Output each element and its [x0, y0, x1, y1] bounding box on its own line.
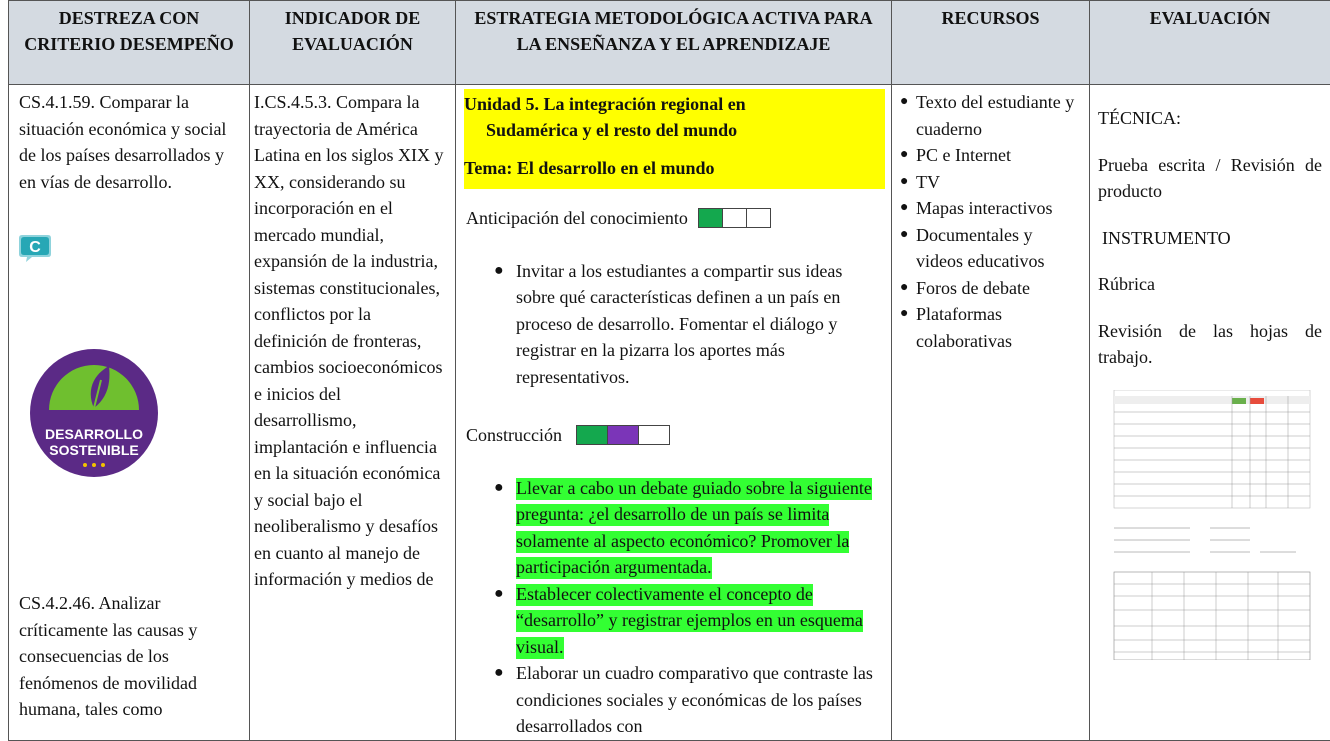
instrumento-value-2: Revisión de las hojas de trabajo.	[1098, 318, 1322, 371]
bullet-icon: ●	[494, 475, 504, 502]
list-item: ● Invitar a los estudiantes a compartir sus ideas sobre qué características definen a un país en proceso de desarrollo. Fomentar el diálogo y registrar en la pizarra los aportes más representativos.	[456, 258, 891, 391]
tecnica-value: Prueba escrita / Revisión de producto	[1098, 152, 1322, 205]
header-row	[9, 1, 1330, 85]
bullet-icon: ●	[900, 222, 908, 249]
anticipacion-progress-bar	[698, 208, 771, 228]
bullet-icon: ●	[494, 660, 504, 687]
header-evaluacion: EVALUACIÓN	[1090, 1, 1330, 85]
bullet-icon: ●	[900, 301, 908, 328]
recursos-list	[892, 85, 1089, 354]
unit-line-2: Sudamérica y el resto del mundo	[464, 117, 879, 143]
destreza-item-2: CS.4.2.46. Analizar críticamente las causas y consecuencias de los fenómenos de movilidad humana, tales como	[19, 590, 229, 723]
recurso-item: ● Documentales y videos educativos	[900, 222, 1083, 275]
destreza-cell	[9, 85, 250, 741]
bullet-icon: ●	[494, 258, 504, 285]
anticipacion-stage	[466, 205, 891, 232]
tema-heading: Tema: El desarrollo en el mundo	[464, 155, 879, 181]
destreza-item-1: CS.4.1.59. Comparar la situación económica y social de los países desarrollados y en vías de desarrollo.	[9, 85, 249, 195]
worksheet-thumbnail-image	[1100, 390, 1318, 660]
list-item: ● Elaborar un cuadro comparativo que contraste las condiciones sociales y económicas de los países desarrollados con	[456, 660, 891, 740]
recurso-item: ● Plataformas colaborativas	[900, 301, 1083, 354]
bullet-icon: ●	[900, 169, 908, 196]
instrumento-value-1: Rúbrica	[1098, 271, 1322, 298]
construccion-stage	[466, 422, 891, 449]
construccion-list	[456, 475, 891, 740]
bar-segment-filled	[577, 426, 608, 444]
anticipacion-label: Anticipación del conocimiento	[466, 205, 688, 232]
bar-segment-filled	[699, 209, 723, 227]
instrumento-label: INSTRUMENTO	[1098, 225, 1322, 252]
badge-line-2: SOSTENIBLE	[49, 442, 138, 458]
bullet-icon: ●	[494, 581, 504, 608]
recursos-cell	[892, 85, 1090, 741]
bullet-icon: ●	[900, 142, 908, 169]
estrategia-cell	[456, 85, 892, 741]
badge-line-1: DESARROLLO	[45, 426, 143, 442]
recurso-item: ● Texto del estudiante y cuaderno	[900, 89, 1083, 142]
bullet-icon: ●	[900, 89, 908, 116]
bar-segment-empty	[747, 209, 770, 227]
recurso-item: ● PC e Internet	[900, 142, 1083, 169]
evaluacion-cell	[1090, 85, 1330, 741]
anticipacion-list	[456, 258, 891, 391]
desarrollo-sostenible-badge	[29, 348, 159, 478]
header-destreza: DESTREZA CON CRITERIO DESEMPEÑO	[9, 1, 250, 85]
construccion-progress-bar	[576, 425, 670, 445]
bar-segment-empty	[639, 426, 669, 444]
construccion-label: Construcción	[466, 422, 562, 449]
header-indicador: INDICADOR DE EVALUACIÓN	[250, 1, 456, 85]
list-item: ● Llevar a cabo un debate guiado sobre la siguiente pregunta: ¿el desarrollo de un país se limita solamente al aspecto económico? Promover la participación argumentada.	[456, 475, 891, 581]
header-recursos: RECURSOS	[892, 1, 1090, 85]
c-chat-logo-icon	[18, 233, 52, 263]
list-item: ● Establecer colectivamente el concepto de “desarrollo” y registrar ejemplos en un esquema visual.	[456, 581, 891, 661]
recurso-item: ● Foros de debate	[900, 275, 1083, 302]
bar-segment-filled	[608, 426, 639, 444]
bullet-icon: ●	[900, 275, 908, 302]
bullet-icon: ●	[900, 195, 908, 222]
indicador-text: I.CS.4.5.3. Compara la trayectoria de América Latina en los siglos XIX y XX, considerando su incorporación en el mercado mundial, expansión de la industria, sistemas constitucionales, conflictos por la definición de fronteras, cambios socioeconómicos e inicios del desarrollismo, implantación e influencia en la situación económica y social bajo el neoliberalismo y desafíos en cuanto al manejo de información y medios de	[250, 85, 455, 593]
bar-segment-empty	[723, 209, 747, 227]
unit-line-1: Unidad 5. La integración regional en	[464, 94, 746, 114]
tecnica-label: TÉCNICA:	[1098, 105, 1322, 132]
indicador-cell	[250, 85, 456, 741]
recurso-item: ● Mapas interactivos	[900, 195, 1083, 222]
svg-text:C: C	[29, 239, 41, 256]
recurso-item: ● TV	[900, 169, 1083, 196]
header-estrategia: ESTRATEGIA METODOLÓGICA ACTIVA PARA LA ENSEÑANZA Y EL APRENDIZAJE	[456, 1, 892, 85]
unit-heading	[464, 89, 885, 189]
content-row	[9, 85, 1330, 741]
planning-table	[8, 0, 1330, 741]
